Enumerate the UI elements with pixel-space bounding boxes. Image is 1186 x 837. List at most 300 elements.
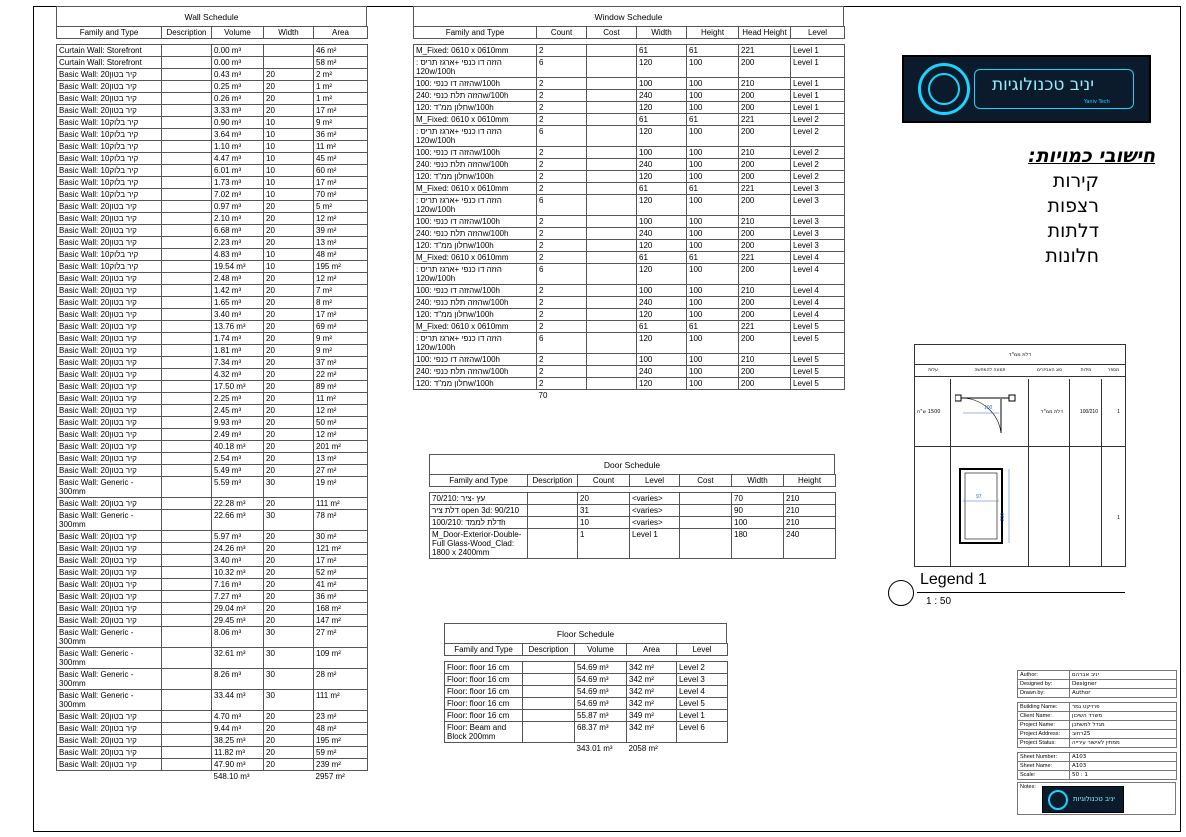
window-table-cell [587,366,637,378]
wall-table-row [57,579,368,591]
wall-table-cell: 20 [264,441,314,453]
wall-table-cell: 45 m² [314,153,368,165]
title-block-value: יניב אברהם [1070,671,1177,680]
window-table-cell: Level 4 [791,285,845,297]
wall-table-cell: Basic Wall: Generic - 300mm [57,669,162,690]
window-table-cell: 221 [739,183,791,195]
wall-table-cell: Basic Wall: קיר בלוק10 [57,141,162,153]
wall-table-cell: 20 [264,333,314,345]
window-table-cell: 100 [687,333,739,354]
wall-table-cell: 195 m² [314,735,368,747]
window-table-cell [587,333,637,354]
window-table-row [414,102,845,114]
wall-table-cell: 20 [264,297,314,309]
title-block-label: Scale: [1018,771,1070,780]
wall-table-row [57,555,368,567]
wall-table-cell: 9 m² [314,117,368,129]
wall-table-row [57,69,368,81]
wall-table-cell: 52 m² [314,567,368,579]
window-column-header: Width [637,27,687,39]
wall-table-row [57,309,368,321]
window-table-cell: 100 [687,240,739,252]
door-table-cell: 180 [732,529,784,559]
wall-table-cell [264,45,314,57]
window-table-cell: 2 [537,114,587,126]
wall-table-row [57,711,368,723]
window-table-cell: 100 [687,78,739,90]
window-table-cell: Level 2 [791,171,845,183]
window-table-cell [587,216,637,228]
window-table-cell: 2 [537,297,587,309]
wall-table-cell: Basic Wall: קיר בטון20 [57,531,162,543]
wall-table-cell: 8.06 m³ [212,627,264,648]
wall-table-cell: 20 [264,237,314,249]
title-block-label: Sheet Name: [1018,762,1070,771]
wall-table-row [57,429,368,441]
wall-table-cell: 0.25 m³ [212,81,264,93]
quantities-block [990,143,1155,269]
wall-table-cell: 40.18 m³ [212,441,264,453]
wall-table-cell: Basic Wall: קיר בטון20 [57,213,162,225]
legend-row1-size: 100/210 [1079,409,1098,415]
window-table-cell: 100 [687,309,739,321]
wall-table-cell: Basic Wall: קיר בטון20 [57,321,162,333]
title-block-row [1018,762,1177,771]
wall-table-cell: Basic Wall: קיר בטון20 [57,93,162,105]
window-table-cell: 120 [637,195,687,216]
door-column-header: Cost [680,475,732,487]
door-table-cell: 10 [578,517,630,529]
wall-table-cell: 7.02 m³ [212,189,264,201]
wall-table-cell: 11 m² [314,393,368,405]
wall-table-cell: 0.00 m³ [212,45,264,57]
wall-table-cell: 1 m² [314,93,368,105]
door-table-row [430,529,836,559]
window-total-cell [587,390,637,402]
door-plan-symbol [955,391,1023,439]
wall-column-header: Description [162,27,212,39]
title-block-row [1018,739,1177,748]
wall-table-cell: Basic Wall: קיר בטון20 [57,333,162,345]
wall-table-cell: 32.61 m³ [212,648,264,669]
window-table-row [414,378,845,390]
title-block-row [1018,703,1177,712]
window-table-cell: הזזה דו כנפי :100w/100h [414,216,537,228]
wall-table-cell: Basic Wall: קיר בטון20 [57,381,162,393]
floor-table-cell: 342 m² [627,662,677,674]
window-table-cell [587,147,637,159]
wall-table-cell [162,249,212,261]
wall-table-cell: 10 [264,165,314,177]
wall-table-cell: 111 m² [314,690,368,711]
floor-table-cell: 342 m² [627,674,677,686]
window-table-row [414,45,845,57]
wall-table-cell: 10.32 m³ [212,567,264,579]
wall-table-row [57,498,368,510]
window-table-cell: Level 5 [791,354,845,366]
window-table-row [414,252,845,264]
wall-table-cell [162,669,212,690]
wall-table-row [57,237,368,249]
window-table-cell: 210 [739,354,791,366]
window-table-cell [587,309,637,321]
window-table-row [414,57,845,78]
wall-table-row [57,357,368,369]
wall-table-cell: 36 m² [314,591,368,603]
window-table-cell: 240 [637,366,687,378]
wall-total-cell [162,771,212,783]
wall-table-row [57,297,368,309]
door-column-header: Width [732,475,784,487]
wall-table-cell: 20 [264,393,314,405]
wall-table-row [57,465,368,477]
wall-table-row [57,510,368,531]
wall-table-cell: 5.49 m³ [212,465,264,477]
wall-table-cell: Basic Wall: קיר בטון20 [57,603,162,615]
wall-table-row [57,321,368,333]
window-table-cell: 100 [687,297,739,309]
wall-table-cell: 2.25 m³ [212,393,264,405]
wall-table-cell: 22.66 m³ [212,510,264,531]
wall-table-cell: 10 [264,141,314,153]
wall-table-cell [162,57,212,69]
wall-table-cell [162,648,212,669]
wall-table-cell: 4.70 m³ [212,711,264,723]
wall-table-row [57,273,368,285]
wall-table-cell: 28 m² [314,669,368,690]
window-table-cell: 120 [637,378,687,390]
door-table-cell [680,529,732,559]
window-table-row [414,114,845,126]
window-table-cell: 100 [687,171,739,183]
window-table-cell: 2 [537,45,587,57]
wall-table-cell [162,81,212,93]
wall-table-cell: 46 m² [314,45,368,57]
wall-table-cell [162,567,212,579]
window-totals-row [414,390,845,402]
wall-table-row [57,531,368,543]
window-table-cell: Level 1 [791,102,845,114]
window-table-cell: 100 [637,354,687,366]
wall-table-cell [162,417,212,429]
legend-plan-dim: 100 [984,405,993,411]
wall-table-row [57,345,368,357]
wall-table-cell: 20 [264,759,314,771]
window-table-cell [587,171,637,183]
window-table-cell: 2 [537,366,587,378]
window-table-cell: M_Fixed: 0610 x 0610mm [414,45,537,57]
wall-table-cell: Basic Wall: Generic - 300mm [57,690,162,711]
wall-table-row [57,141,368,153]
wall-table-cell: Basic Wall: קיר בלוק10 [57,177,162,189]
door-table-row [430,517,836,529]
window-table-cell: הזזה דו כנפי +ארגז תריס : 120w/100h [414,57,537,78]
window-table-cell: 210 [739,216,791,228]
title-block-label: Designed by: [1018,680,1070,689]
window-table-cell: 100 [687,57,739,78]
wall-table-cell: 0.90 m³ [212,117,264,129]
wall-table-cell: 27 m² [314,627,368,648]
window-table-cell: Level 4 [791,264,845,285]
wall-column-header: Volume [212,27,264,39]
wall-table-cell: Basic Wall: קיר בטון20 [57,273,162,285]
wall-table-cell [162,531,212,543]
window-table-cell: 100 [687,147,739,159]
window-table-cell: 100 [637,285,687,297]
wall-table-cell [162,429,212,441]
wall-table-cell [162,45,212,57]
wall-table-cell: 20 [264,429,314,441]
wall-table-cell [162,333,212,345]
window-table-cell: 120 [637,333,687,354]
window-table-cell: הזזה דו כנפי +ארגז תריס : 120w/100h [414,195,537,216]
wall-table-cell [264,57,314,69]
window-table-cell [587,285,637,297]
logo-text: יניב טכנולוגיות [992,75,1094,95]
floor-total-cell [523,743,575,755]
window-table-cell: Level 2 [791,147,845,159]
window-total-cell [687,390,739,402]
floor-table-cell: Floor: Beam and Block 200mm [445,722,523,743]
wall-table-cell: 1.74 m³ [212,333,264,345]
title-block-row [1018,730,1177,739]
wall-table-cell: Basic Wall: קיר בטון20 [57,201,162,213]
legend-row-1 [915,379,1125,447]
floor-schedule [444,623,727,754]
window-table-cell: 100 [687,126,739,147]
legend-title-line [917,592,1125,593]
wall-table-row [57,249,368,261]
wall-table-cell [162,285,212,297]
wall-table-cell: 9 m² [314,345,368,357]
window-table-cell: 61 [637,45,687,57]
window-table-row [414,240,845,252]
wall-table-cell: Basic Wall: קיר בלוק10 [57,189,162,201]
window-table-cell: 2 [537,309,587,321]
wall-total-cell: 2957 m² [315,772,345,781]
wall-table-cell: 12 m² [314,405,368,417]
title-block-value: Designer [1070,680,1177,689]
wall-table-cell: 30 m² [314,531,368,543]
wall-table-cell: 2.49 m³ [212,429,264,441]
small-logo-ring-icon [1048,790,1068,810]
wall-table-cell: 20 [264,543,314,555]
window-table-cell [587,45,637,57]
wall-table-row [57,441,368,453]
wall-table-cell: 22.28 m³ [212,498,264,510]
wall-table-cell [162,369,212,381]
window-table-row [414,333,845,354]
window-table-cell: חלון ממ"ד :120w/100h [414,102,537,114]
window-table-cell: 200 [739,366,791,378]
window-schedule [413,6,844,401]
wall-table-cell: 20 [264,405,314,417]
wall-table-cell: Basic Wall: קיר בטון20 [57,735,162,747]
title-block-value: Author [1070,689,1177,698]
window-table-cell: 200 [739,228,791,240]
title-block-label: Project Address: [1018,730,1070,739]
title-block-value: מגדל למשתכן [1070,721,1177,730]
window-table-cell: 221 [739,252,791,264]
floor-table-cell: 342 m² [627,722,677,743]
window-table-cell: 210 [739,147,791,159]
floor-column-header: Volume [575,644,627,656]
wall-table-cell: 20 [264,273,314,285]
wall-schedule [56,6,367,782]
window-table-cell: 61 [687,114,739,126]
floor-table-cell: 55.87 m³ [575,710,627,722]
wall-table-cell: 20 [264,225,314,237]
wall-table-cell: 19 m² [314,477,368,498]
wall-table-cell: Curtain Wall: Storefront [57,45,162,57]
wall-table-cell [162,627,212,648]
window-table-cell: Level 3 [791,228,845,240]
wall-table-cell: 59 m² [314,747,368,759]
wall-table-cell: Basic Wall: קיר בלוק10 [57,129,162,141]
window-table-cell: 221 [739,321,791,333]
window-table-cell: 210 [739,78,791,90]
wall-table-cell: 1.81 m³ [212,345,264,357]
window-table-row [414,126,845,147]
window-table-cell: 100 [687,102,739,114]
door-legend [914,344,1126,567]
window-table-cell: 61 [687,252,739,264]
wall-table-row [57,57,368,69]
wall-table-cell [162,237,212,249]
door-table-cell: 100 [732,517,784,529]
window-table-cell: 6 [537,195,587,216]
wall-table-cell: Basic Wall: קיר בטון20 [57,555,162,567]
window-table-cell: 240 [637,90,687,102]
legend-row1-num: 1 [1117,409,1120,415]
wall-table-cell [162,105,212,117]
window-table-cell: 120 [637,240,687,252]
window-table-cell: 6 [537,264,587,285]
wall-table-cell: Basic Wall: קיר בלוק10 [57,261,162,273]
wall-table-cell: 41 m² [314,579,368,591]
wall-table-cell [162,117,212,129]
wall-table-cell: 20 [264,213,314,225]
wall-table-cell: 69 m² [314,321,368,333]
floor-table-cell: 349 m² [627,710,677,722]
floor-column-header: Family and Type [445,644,523,656]
window-table-row [414,195,845,216]
wall-table-cell [162,321,212,333]
floor-table-cell: 54.69 m³ [575,674,627,686]
wall-table-cell [162,441,212,453]
window-table-cell: הזזה דו כנפי :100w/100h [414,354,537,366]
window-table-cell: 61 [687,183,739,195]
wall-table-cell: Basic Wall: Generic - 300mm [57,477,162,498]
wall-table-row [57,669,368,690]
window-table-cell: 6 [537,57,587,78]
wall-table-cell: Basic Wall: קיר בטון20 [57,591,162,603]
wall-table-cell: Basic Wall: קיר בטון20 [57,429,162,441]
window-table-cell: הזזה תלת כנפי :240w/100h [414,297,537,309]
window-table-cell: 61 [637,183,687,195]
wall-table-cell: 48 m² [314,249,368,261]
floor-table-cell [523,662,575,674]
wall-table-cell: Basic Wall: קיר בטון20 [57,465,162,477]
wall-table-cell [162,309,212,321]
wall-table-cell: 111 m² [314,498,368,510]
window-table-cell: 100 [637,78,687,90]
door-column-header: Description [528,475,578,487]
floor-table-cell: 68.37 m³ [575,722,627,743]
wall-table-cell: 20 [264,711,314,723]
legend-title: Legend 1 [920,571,987,588]
window-table-cell: 2 [537,378,587,390]
floor-table-cell: Level 2 [677,662,728,674]
wall-table-cell [162,735,212,747]
company-logo [902,55,1151,123]
door-table-cell [680,505,732,517]
quantity-item: רצפות [1047,195,1099,217]
wall-table-cell: 17.50 m³ [212,381,264,393]
wall-table-cell [162,579,212,591]
wall-table-cell: Basic Wall: קיר בלוק10 [57,153,162,165]
legend-elev-width: 97 [976,494,982,500]
quantity-item: דלתות [1047,220,1099,242]
wall-table-cell: 8.26 m³ [212,669,264,690]
floor-column-header: Level [677,644,728,656]
wall-table-cell: 3.33 m³ [212,105,264,117]
wall-table-cell: 1 m² [314,81,368,93]
quantities-title: חישובי כמויות: [1028,145,1155,167]
wall-table-cell: Basic Wall: קיר בטון20 [57,441,162,453]
title-block-row [1018,753,1177,762]
legend-row-2 [915,447,1125,567]
title-block-row [1018,771,1177,780]
wall-table-cell: Basic Wall: Generic - 300mm [57,627,162,648]
wall-table-cell [162,297,212,309]
window-table-cell: Level 2 [791,159,845,171]
wall-table-row [57,381,368,393]
window-table-cell [587,264,637,285]
wall-table-cell [162,453,212,465]
window-table-row [414,216,845,228]
window-table-cell: 200 [739,90,791,102]
window-table-cell: 6 [537,126,587,147]
title-block-label: Project Name: [1018,721,1070,730]
wall-table-row [57,393,368,405]
door-table-cell: 31 [578,505,630,517]
window-table-cell: Level 1 [791,78,845,90]
window-table-cell: 210 [739,285,791,297]
wall-table-cell [162,543,212,555]
floor-table-cell: Floor: floor 16 cm [445,686,523,698]
wall-table-row [57,759,368,771]
window-table-cell: הזזה דו כנפי :100w/100h [414,285,537,297]
window-table-cell: 61 [687,45,739,57]
wall-table-cell: Curtain Wall: Storefront [57,57,162,69]
window-total-cell [791,390,845,402]
title-block-label: Building Name: [1018,703,1070,712]
floor-table-cell [523,722,575,743]
wall-table-cell [162,477,212,498]
window-table-cell: 200 [739,171,791,183]
wall-table-cell: 13.76 m³ [212,321,264,333]
wall-table-cell: Basic Wall: קיר בלוק10 [57,117,162,129]
window-table-cell: 2 [537,354,587,366]
window-table-cell: 120 [637,57,687,78]
door-header-row [430,475,836,487]
wall-table-row [57,369,368,381]
wall-table-cell: 70 m² [314,189,368,201]
wall-table-row [57,543,368,555]
wall-table-row [57,591,368,603]
window-table-cell: Level 2 [791,114,845,126]
